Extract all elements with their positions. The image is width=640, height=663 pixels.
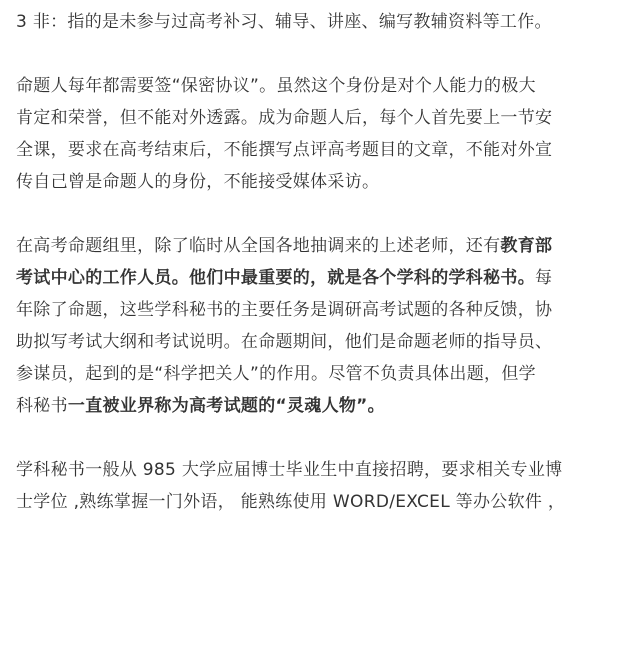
text-line [16,134,626,166]
text-segment: 年除了命题，这些学科秘书的主要任务是调研高考试题的各种反馈，协 [16,300,553,320]
text-line [16,102,626,134]
article-paragraph [16,70,626,198]
text-line [16,454,626,486]
bold-text-segment: 一直被业界称为高考试题的“灵魂人物”。 [67,396,385,416]
article-body [16,6,626,518]
text-line [16,166,626,198]
text-segment: 助拟写考试大纲和考试说明。在命题期间，他们是命题老师的指导员、 [16,332,553,352]
text-segment: 传自己曾是命题人的身份，不能接受媒体采访。 [16,172,380,192]
text-segment: 3 非：指的是未参与过高考补习、辅导、讲座、编写教辅资料等工作。 [16,12,552,32]
text-line [16,294,626,326]
text-line [16,230,626,262]
article-paragraph [16,230,626,422]
text-line [16,6,626,38]
text-line [16,390,626,422]
text-line [16,486,626,518]
bold-text-segment: 考试中心的工作人员。他们中最重要的，就是各个学科的学科秘书。 [16,268,535,288]
article-paragraph [16,6,626,38]
text-segment: 在高考命题组里，除了临时从全国各地抽调来的上述老师，还有 [16,236,501,256]
text-line [16,70,626,102]
text-line [16,262,626,294]
text-segment: 科秘书 [16,396,68,416]
text-segment: 学科秘书一般从 985 大学应届博士毕业生中直接招聘，要求相关专业博 [16,460,563,480]
text-segment: 参谋员，起到的是“科学把关人”的作用。尽管不负责具体出题，但学 [16,364,536,384]
text-segment: 命题人每年都需要签“保密协议”。虽然这个身份是对个人能力的极大 [16,76,536,96]
text-segment: 肯定和荣誉，但不能对外透露。成为命题人后，每个人首先要上一节安 [16,108,553,128]
article-paragraph [16,454,626,518]
text-segment: 士学位 ,熟练掌握一门外语， 能熟练使用 WORD/EXCEL 等办公软件 ， [16,492,566,512]
bold-text-segment: 教育部 [500,236,553,256]
text-segment: 全课，要求在高考结束后，不能撰写点评高考题目的文章，不能对外宣 [16,140,553,160]
text-line [16,326,626,358]
text-line [16,358,626,390]
text-segment: 每 [535,268,553,288]
